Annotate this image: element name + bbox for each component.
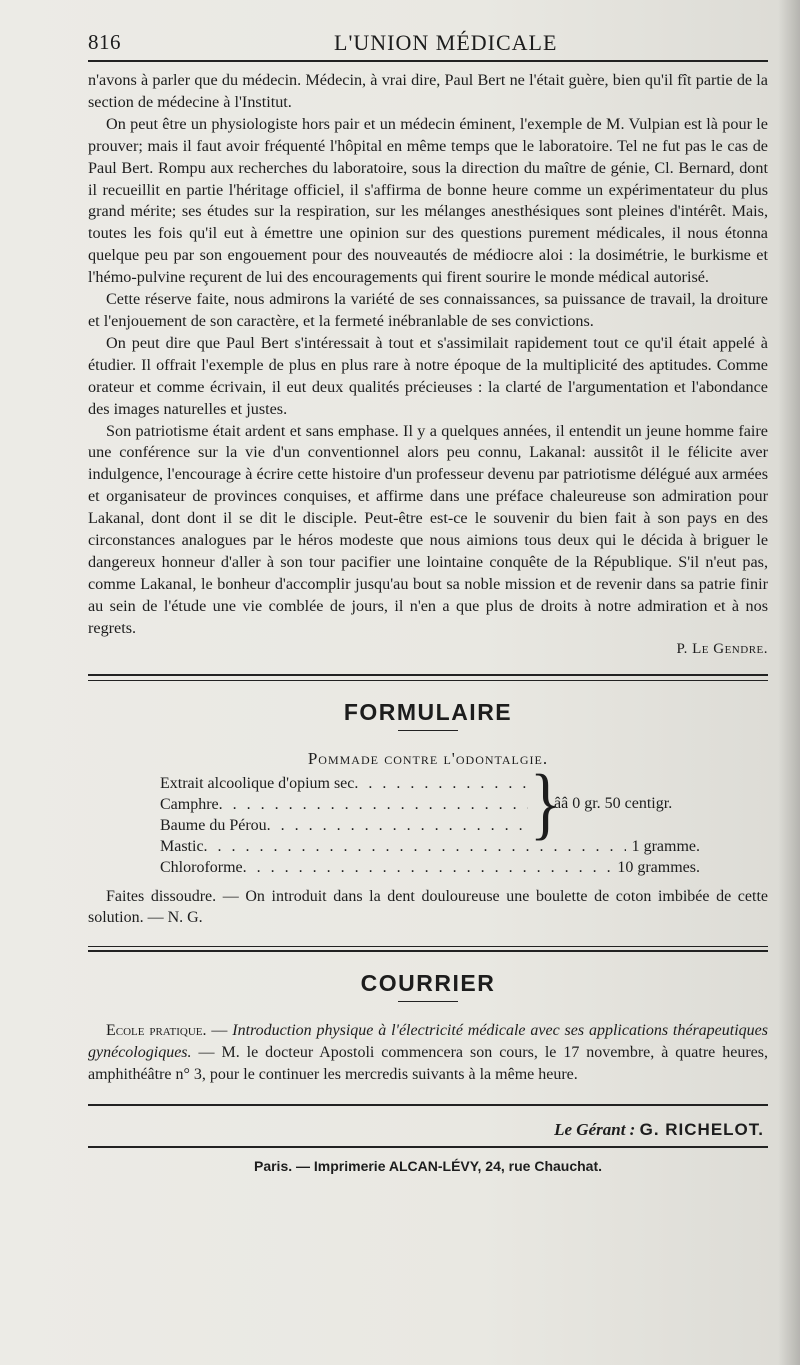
- journal-title: L'UNION MÉDICALE: [334, 30, 558, 55]
- gerant-rule: [88, 1104, 768, 1106]
- ingredient-name: Chloroforme: [160, 858, 243, 876]
- formulaire-title-rule: [398, 730, 458, 731]
- ingredient-name: Camphre: [160, 795, 219, 813]
- formulaire-title: FORMULAIRE: [343, 698, 513, 725]
- ingredient-row: [160, 773, 528, 794]
- ingredient-quantity: 10 grammes.: [617, 858, 700, 876]
- courrier-body: [88, 1020, 768, 1086]
- header-rule: [88, 60, 768, 62]
- article-body: [88, 70, 768, 640]
- imprint-line: Paris. — Imprimerie ALCAN-LÉVY, 24, rue Chauchat.: [253, 1157, 603, 1174]
- article-signature: P. Le Gendre.: [676, 640, 768, 657]
- ingredient-row: [160, 815, 528, 836]
- gerant-label: Le Gérant :: [554, 1119, 636, 1139]
- ingredient-row: [160, 794, 528, 815]
- page-header: [88, 0, 768, 64]
- article-paragraph: Cette réserve faite, nous admirons la variété de ses connaissances, sa puissance de travail, la droiture et l'enjouement de son caractère, et la fermeté inébranlable de ses convictions.: [88, 290, 768, 330]
- courrier-item: Ecole pratique. — Introduction physique à l'électricité médicale avec ses applications thérapeutiques gynécologiques. — M. le docteur Apostoli commencera son cours, le 17 novembre, à quatre heures, amphithéâtre n° 3, pour le continuer les mercredis suivants à la même heure.: [88, 1021, 769, 1083]
- courrier-title-rule: [398, 1001, 458, 1002]
- page-spine-shadow: [778, 0, 800, 1365]
- page-number: 816: [88, 30, 121, 54]
- article-paragraph: On peut dire que Paul Bert s'intéressait à tout et s'assimilait rapidement tout ce qu'il était appelé à étudier. Il offrait l'exemple de plus en plus rare à notre époque de la multiplicité des aptitudes. Comme orateur et comme écrivain, il eut deux qualités précieuses : la clarté de l'argumentation et l'abondance des images naturelles et justes.: [88, 333, 768, 418]
- courrier-course-title: Introduction physique à l'électricité médicale avec ses applications thérapeutiques gynécologiques.: [88, 1021, 769, 1061]
- brace-glyph: }: [530, 757, 561, 847]
- imprint-rule: [88, 1146, 768, 1148]
- ingredient-name: Extrait alcoolique d'opium sec: [160, 774, 355, 792]
- recipe-title: Pommade contre l'odontalgie.: [307, 748, 549, 768]
- article-paragraph: On peut être un physiologiste hors pair et un médecin éminent, l'exemple de M. Vulpian est là pour le prouver; mais il faut avoir fréquenté l'hôpital en même temps que le laboratoire. Tel ne fut pas le cas de Paul Bert. Rompu aux recherches du laboratoire, sous la direction du maître de génie, Cl. Bernard, dont il recueillit en partie l'héritage officiel, il s'affirma de bonne heure comme un expérimentateur du plus grand mérite; ses études sur la respiration, sur les mélanges anesthésiques sont pleines d'intérêt. Mais, toutes les fois qu'il eut à émettre une opinion sur des questions purement médicales, il nous étonna quelque peu par son engouement pour des nouveautés de médiocre aloi : la dosimétrie, le burkisme et l'hémo-pulvine reçurent de lui des encouragements qui firent sourire le monde médical autorisé.: [88, 114, 768, 287]
- ingredient-row: [160, 857, 700, 878]
- section-divider: [88, 946, 768, 952]
- article-paragraph: Son patriotisme était ardent et sans emphase. Il y a quelques années, il entendit un jeune homme faire une conférence sur la vie d'un conventionnel alors peu connu, Lakanal: aussitôt il le félicite aver indulgence, l'encourage à écrire cette histoire d'un professeur devenu par patriotisme délégué aux armées et organisateur de provinces conquises, et affirme dans une préface chaleureuse son admiration pour Lakanal, dont dont il se dit le disciple. Peut-être est-ce le souvenir du bien fait à son pays en des circonstances analogues par le héros modeste que nous aimions tous deux qui le décida à briguer le dangereux honneur d'aller à son tour pacifier une lointaine conquête de la République. S'il n'eut pas, comme Lakanal, le bonheur d'accomplir jusqu'au bout sa noble mission et de revenir dans sa patrie finir au sein de l'étude une vie comblée de jours, il n'en a que plus de droits à notre admiration et à nos regrets.: [88, 421, 768, 637]
- courrier-text: — M. le docteur Apostoli commencera son cours, le 17 novembre, à quatre heures, amphithéâtre n° 3, pour le continuer les mercredis suivants à la même heure.: [88, 1043, 769, 1083]
- ingredient-name: Mastic: [160, 837, 204, 855]
- recipe-note: Faites dissoudre. — On introduit dans la dent douloureuse une boulette de coton imbibée de cette solution. — N. G.: [88, 887, 768, 926]
- courrier-lead: Ecole pratique.: [106, 1021, 207, 1039]
- gerant-line: [88, 1120, 768, 1140]
- ingredient-name: Baume du Pérou: [160, 816, 267, 834]
- ingredient-quantity: 1 gramme.: [631, 837, 700, 855]
- shared-quantity: ââ 0 gr. 50 centigr.: [554, 794, 673, 812]
- ingredient-row: [160, 836, 700, 857]
- courrier-title: COURRIER: [360, 969, 496, 996]
- section-divider: [88, 674, 768, 681]
- article-paragraph: n'avons à parler que du médecin. Médecin, à vrai dire, Paul Bert ne l'était guère, bien qu'il fît partie de la section de médecine à l'Institut.: [88, 71, 768, 111]
- gerant-name: G. RICHELOT.: [639, 1119, 764, 1139]
